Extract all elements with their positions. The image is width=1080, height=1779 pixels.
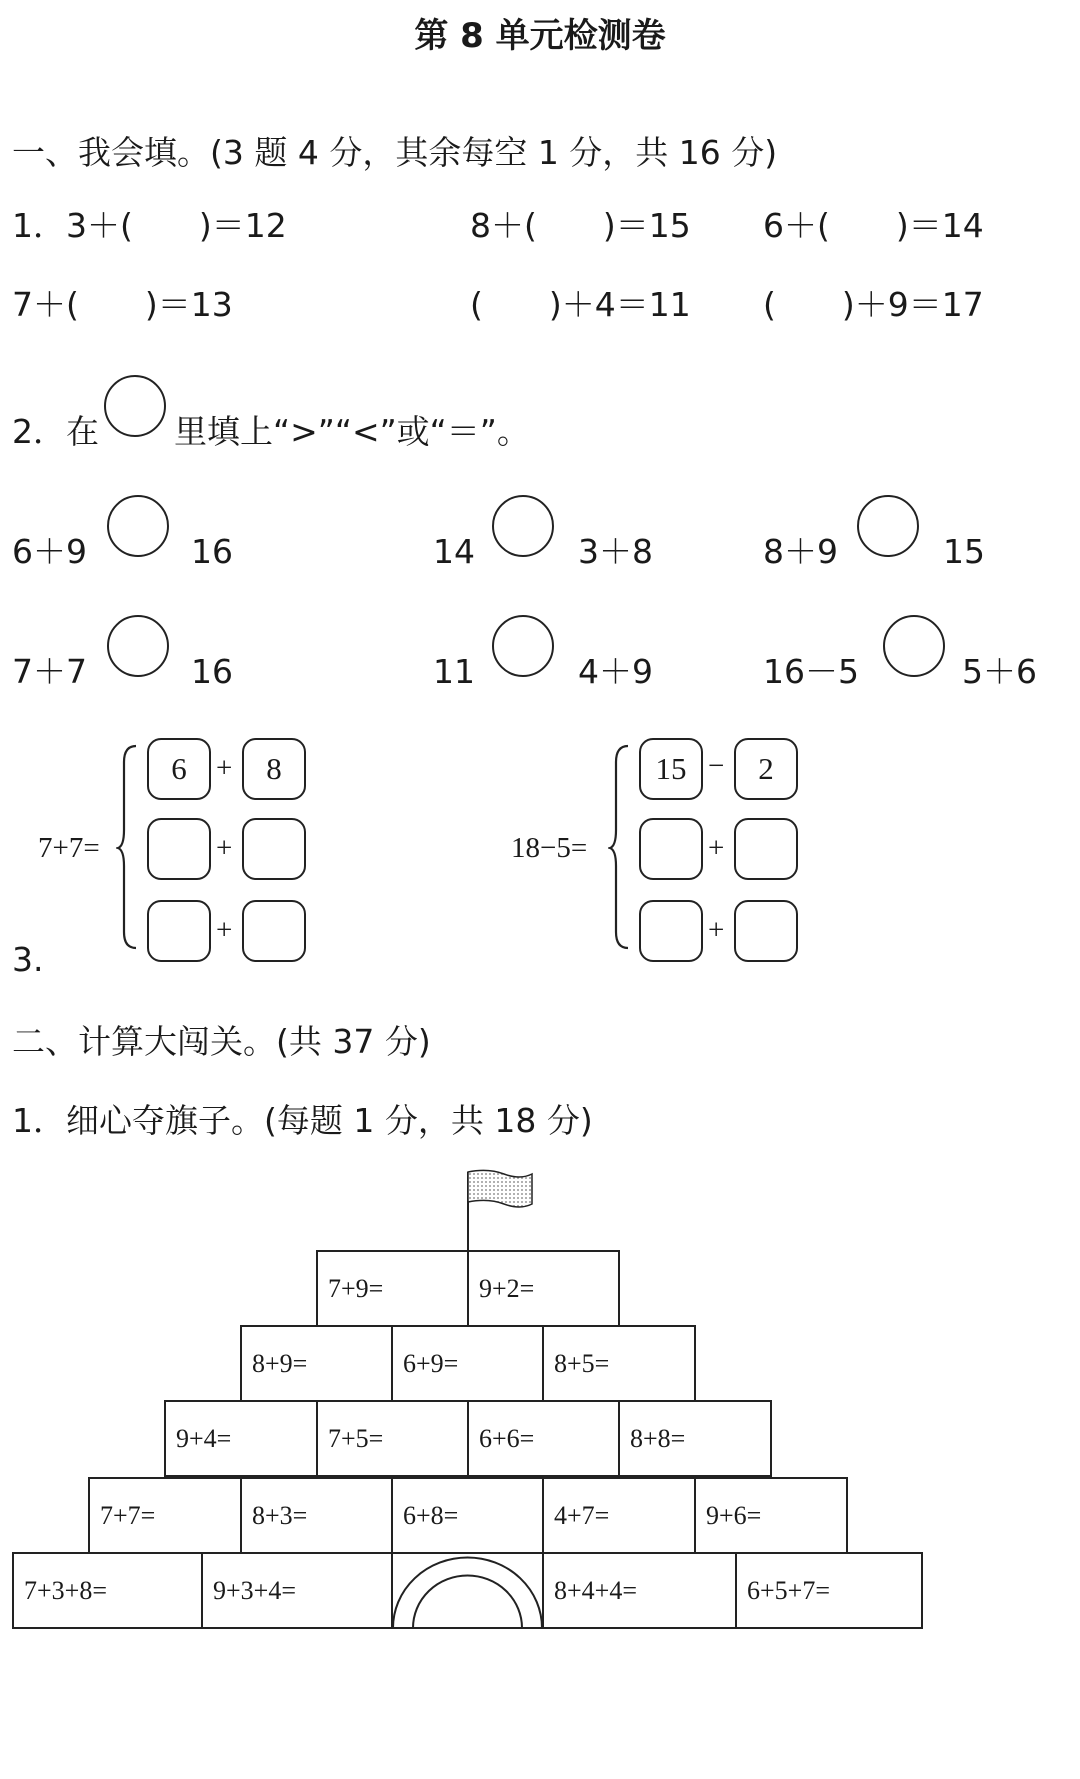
brick: 6+8= bbox=[391, 1477, 544, 1554]
operator: + bbox=[216, 914, 233, 946]
brick: 6+6= bbox=[467, 1400, 620, 1477]
operator: + bbox=[708, 914, 725, 946]
answer-box[interactable]: 8 bbox=[242, 738, 306, 800]
compare-circle[interactable] bbox=[857, 495, 919, 557]
curly-brace-icon bbox=[608, 742, 632, 952]
compare-right: 4＋9 bbox=[578, 652, 653, 691]
q1-item: ( )＋9＝17 bbox=[763, 285, 984, 324]
brick: 6+9= bbox=[391, 1325, 544, 1402]
decompose-label: 7+7= bbox=[38, 832, 100, 864]
compare-right: 15 bbox=[943, 532, 985, 571]
answer-box[interactable] bbox=[734, 818, 798, 880]
compare-right: 16 bbox=[191, 532, 233, 571]
castle-arch-icon bbox=[391, 1552, 544, 1629]
q1-item: 7＋( )＝13 bbox=[12, 285, 233, 324]
answer-box[interactable] bbox=[147, 900, 211, 962]
brick: 7+9= bbox=[316, 1250, 469, 1327]
answer-box[interactable]: 2 bbox=[734, 738, 798, 800]
compare-right: 5＋6 bbox=[962, 652, 1037, 691]
compare-left: 8＋9 bbox=[763, 532, 838, 571]
operator: − bbox=[708, 750, 725, 782]
answer-box[interactable] bbox=[242, 900, 306, 962]
flag-icon bbox=[460, 1168, 540, 1258]
compare-circle[interactable] bbox=[107, 495, 169, 557]
brick: 8+4+4= bbox=[542, 1552, 737, 1629]
answer-box[interactable] bbox=[639, 818, 703, 880]
brick: 7+5= bbox=[316, 1400, 469, 1477]
decompose-label: 18−5= bbox=[511, 832, 588, 864]
brick: 9+4= bbox=[164, 1400, 318, 1477]
brick: 7+7= bbox=[88, 1477, 242, 1554]
answer-box[interactable]: 6 bbox=[147, 738, 211, 800]
q2-prompt-prefix: 2．在 bbox=[12, 412, 99, 451]
answer-box[interactable] bbox=[242, 818, 306, 880]
q-flag-heading: 1．细心夺旗子。(每题 1 分，共 18 分) bbox=[12, 1101, 593, 1140]
compare-right: 3＋8 bbox=[578, 532, 653, 571]
brick: 8+8= bbox=[618, 1400, 772, 1477]
q1-item: 6＋( )＝14 bbox=[763, 206, 984, 245]
answer-box[interactable] bbox=[639, 900, 703, 962]
curly-brace-icon bbox=[116, 742, 140, 952]
brick: 7+3+8= bbox=[12, 1552, 203, 1629]
answer-box[interactable]: 15 bbox=[639, 738, 703, 800]
answer-box[interactable] bbox=[734, 900, 798, 962]
operator: + bbox=[216, 752, 233, 784]
answer-circle-icon bbox=[104, 375, 166, 437]
q1-item: 8＋( )＝15 bbox=[470, 206, 691, 245]
brick: 4+7= bbox=[542, 1477, 696, 1554]
compare-circle[interactable] bbox=[492, 615, 554, 677]
compare-left: 7＋7 bbox=[12, 652, 87, 691]
answer-box[interactable] bbox=[147, 818, 211, 880]
brick: 9+2= bbox=[467, 1250, 620, 1327]
section-1-heading: 一、我会填。(3 题 4 分，其余每空 1 分，共 16 分) bbox=[12, 133, 778, 172]
q1-item: 1．3＋( )＝12 bbox=[12, 206, 287, 245]
q3-number: 3. bbox=[12, 940, 44, 979]
compare-right: 16 bbox=[191, 652, 233, 691]
compare-circle[interactable] bbox=[883, 615, 945, 677]
brick: 6+5+7= bbox=[735, 1552, 923, 1629]
compare-left: 16－5 bbox=[763, 652, 859, 691]
brick: 8+9= bbox=[240, 1325, 393, 1402]
compare-left: 14 bbox=[433, 532, 475, 571]
compare-circle[interactable] bbox=[107, 615, 169, 677]
brick: 8+5= bbox=[542, 1325, 696, 1402]
q1-item: ( )＋4＝11 bbox=[470, 285, 691, 324]
compare-left: 11 bbox=[433, 652, 475, 691]
compare-left: 6＋9 bbox=[12, 532, 87, 571]
operator: + bbox=[216, 832, 233, 864]
operator: + bbox=[708, 832, 725, 864]
page-title: 第 8 单元检测卷 bbox=[414, 16, 666, 56]
brick: 9+6= bbox=[694, 1477, 848, 1554]
compare-circle[interactable] bbox=[492, 495, 554, 557]
section-2-heading: 二、计算大闯关。(共 37 分) bbox=[12, 1022, 431, 1061]
brick: 8+3= bbox=[240, 1477, 393, 1554]
brick: 9+3+4= bbox=[201, 1552, 393, 1629]
q2-prompt-suffix: 里填上“>”“<”或“＝”。 bbox=[174, 412, 530, 451]
